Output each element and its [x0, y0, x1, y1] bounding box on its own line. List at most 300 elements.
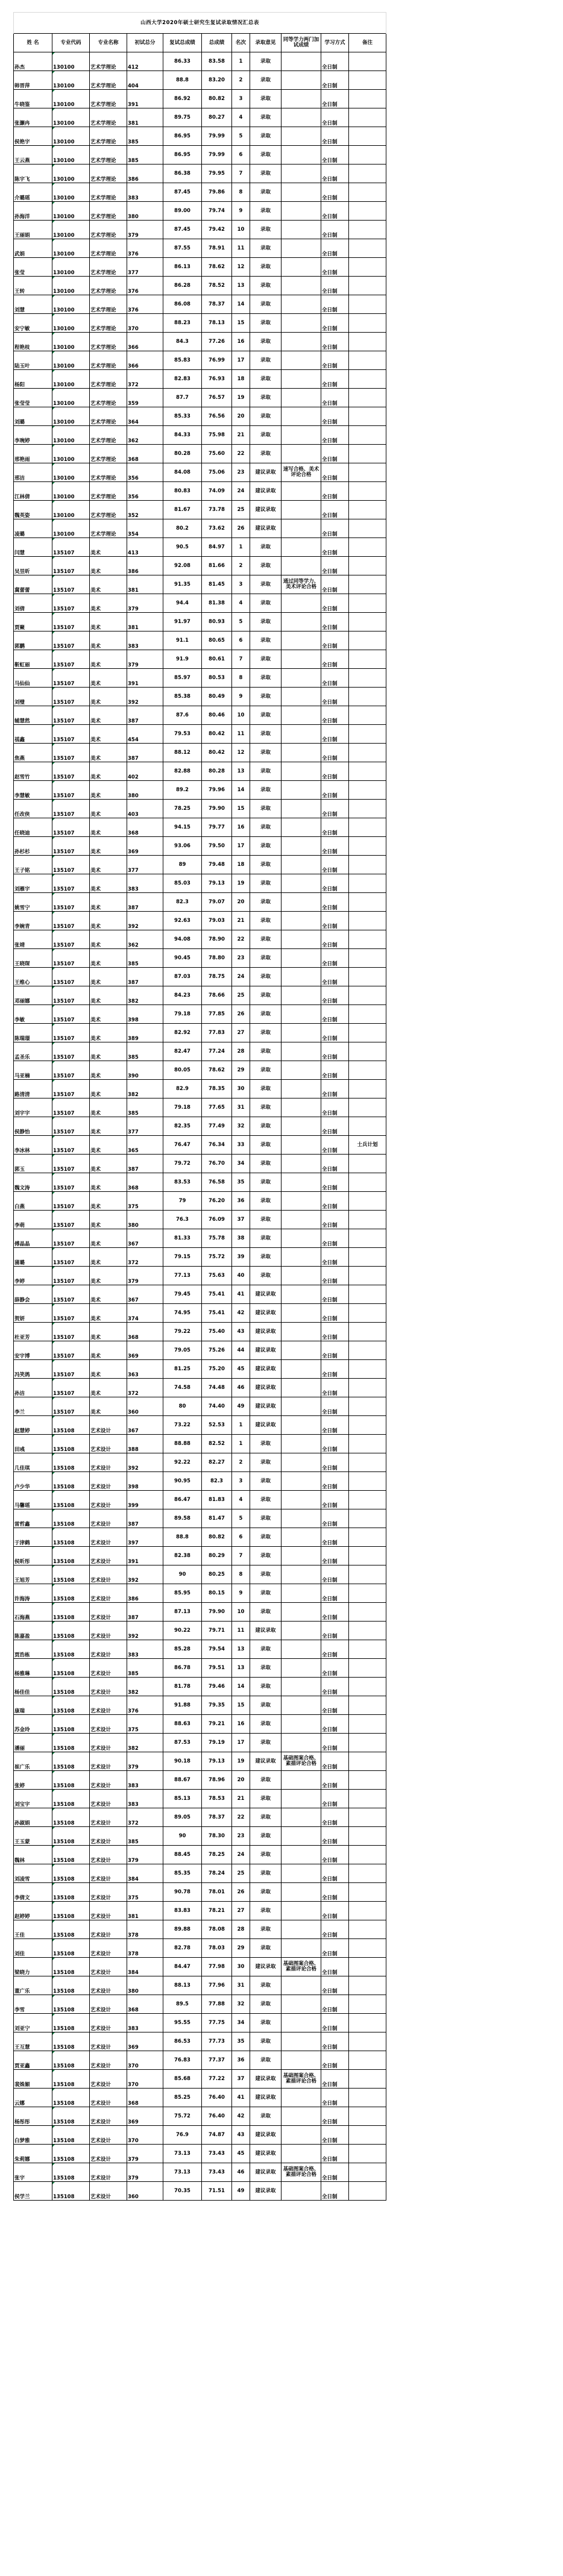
- cell-total-score[interactable]: 77.49: [202, 1117, 232, 1136]
- cell-major-name[interactable]: 艺术设计: [90, 2089, 127, 2107]
- cell-rank[interactable]: 9: [232, 202, 250, 221]
- cell-name[interactable]: 孙杰: [14, 52, 52, 71]
- cell-major-code[interactable]: 135107: [52, 1117, 90, 1136]
- cell-rank[interactable]: 25: [232, 986, 250, 1005]
- cell-major-name[interactable]: 美术: [90, 688, 127, 706]
- cell-rank[interactable]: 20: [232, 893, 250, 912]
- cell-total-score[interactable]: 82.3: [202, 1472, 232, 1491]
- cell-remark[interactable]: [349, 258, 386, 277]
- cell-retest-total[interactable]: 89.75: [163, 108, 202, 127]
- cell-major-code[interactable]: 135108: [52, 1864, 90, 1883]
- cell-major-code[interactable]: 135107: [52, 986, 90, 1005]
- cell-remark[interactable]: [349, 874, 386, 893]
- cell-rank[interactable]: 1: [232, 1416, 250, 1435]
- cell-rank[interactable]: 24: [232, 1846, 250, 1864]
- cell-study-mode[interactable]: 全日制: [321, 1042, 349, 1061]
- cell-total-score[interactable]: 78.96: [202, 1771, 232, 1790]
- column-header-remark[interactable]: 备注: [349, 34, 386, 52]
- cell-retest-total[interactable]: 92.08: [163, 557, 202, 575]
- cell-major-name[interactable]: 艺术学理论: [90, 426, 127, 445]
- cell-rank[interactable]: 5: [232, 127, 250, 146]
- cell-major-code[interactable]: 130100: [52, 202, 90, 221]
- cell-study-mode[interactable]: 全日制: [321, 1136, 349, 1155]
- cell-major-code[interactable]: 135108: [52, 1565, 90, 1584]
- cell-remark[interactable]: [349, 127, 386, 146]
- cell-pretest-total[interactable]: 379: [127, 1752, 163, 1771]
- cell-pretest-total[interactable]: 392: [127, 912, 163, 930]
- cell-study-mode[interactable]: 全日制: [321, 688, 349, 706]
- cell-total-score[interactable]: 79.95: [202, 165, 232, 183]
- cell-remark[interactable]: [349, 1211, 386, 1229]
- cell-total-score[interactable]: 73.43: [202, 2145, 232, 2163]
- cell-total-score[interactable]: 79.03: [202, 912, 232, 930]
- table-row[interactable]: [14, 1379, 386, 1397]
- cell-retest-total[interactable]: 76.83: [163, 2051, 202, 2070]
- table-row[interactable]: [14, 277, 386, 295]
- cell-remark[interactable]: [349, 1920, 386, 1939]
- table-row[interactable]: [14, 1061, 386, 1080]
- cell-decision[interactable]: 录取: [250, 165, 282, 183]
- cell-pretest-total[interactable]: 383: [127, 1771, 163, 1790]
- cell-pretest-total[interactable]: 392: [127, 1453, 163, 1472]
- cell-major-code[interactable]: 135107: [52, 1155, 90, 1173]
- cell-remark[interactable]: [349, 744, 386, 762]
- cell-rank[interactable]: 32: [232, 1995, 250, 2014]
- cell-pretest-total[interactable]: 366: [127, 333, 163, 351]
- cell-extra-exam[interactable]: [282, 1285, 321, 1304]
- cell-decision[interactable]: 录取: [250, 426, 282, 445]
- cell-major-name[interactable]: 美术: [90, 557, 127, 575]
- cell-rank[interactable]: 15: [232, 1696, 250, 1715]
- cell-name[interactable]: 傅晶晶: [14, 1229, 52, 1248]
- cell-remark[interactable]: [349, 1902, 386, 1920]
- cell-major-name[interactable]: 美术: [90, 930, 127, 949]
- table-row[interactable]: [14, 1155, 386, 1173]
- column-header-total-score[interactable]: 总成绩: [202, 34, 232, 52]
- cell-name[interactable]: 刘璐: [14, 407, 52, 426]
- cell-major-code[interactable]: 130100: [52, 445, 90, 463]
- cell-decision[interactable]: 录取: [250, 575, 282, 594]
- cell-rank[interactable]: 18: [232, 370, 250, 389]
- table-row[interactable]: [14, 688, 386, 706]
- cell-retest-total[interactable]: 89.5: [163, 1995, 202, 2014]
- table-row[interactable]: [14, 2051, 386, 2070]
- cell-name[interactable]: 李婷: [14, 1267, 52, 1285]
- cell-remark[interactable]: [349, 445, 386, 463]
- cell-extra-exam[interactable]: [282, 1155, 321, 1173]
- cell-remark[interactable]: [349, 837, 386, 856]
- cell-remark[interactable]: [349, 1229, 386, 1248]
- cell-study-mode[interactable]: 全日制: [321, 1528, 349, 1547]
- cell-major-name[interactable]: 艺术学理论: [90, 445, 127, 463]
- cell-total-score[interactable]: 77.24: [202, 1042, 232, 1061]
- cell-major-name[interactable]: 美术: [90, 1304, 127, 1323]
- cell-total-score[interactable]: 80.27: [202, 108, 232, 127]
- cell-total-score[interactable]: 75.06: [202, 463, 232, 482]
- cell-decision[interactable]: 录取: [250, 1509, 282, 1528]
- cell-total-score[interactable]: 76.58: [202, 1173, 232, 1192]
- cell-name[interactable]: 王维心: [14, 968, 52, 986]
- cell-remark[interactable]: [349, 594, 386, 613]
- cell-pretest-total[interactable]: 368: [127, 445, 163, 463]
- table-row[interactable]: [14, 52, 386, 71]
- cell-study-mode[interactable]: 全日制: [321, 183, 349, 202]
- cell-extra-exam[interactable]: [282, 1304, 321, 1323]
- table-row[interactable]: [14, 1080, 386, 1098]
- cell-decision[interactable]: 录取: [250, 52, 282, 71]
- cell-rank[interactable]: 24: [232, 968, 250, 986]
- cell-total-score[interactable]: 78.37: [202, 1808, 232, 1827]
- cell-remark[interactable]: [349, 1771, 386, 1790]
- cell-pretest-total[interactable]: 368: [127, 1995, 163, 2014]
- cell-extra-exam[interactable]: [282, 930, 321, 949]
- cell-remark[interactable]: [349, 1584, 386, 1603]
- cell-major-name[interactable]: 美术: [90, 613, 127, 631]
- cell-total-score[interactable]: 76.70: [202, 1155, 232, 1173]
- cell-study-mode[interactable]: 全日制: [321, 1061, 349, 1080]
- cell-retest-total[interactable]: 92.63: [163, 912, 202, 930]
- table-row[interactable]: [14, 1547, 386, 1565]
- cell-extra-exam[interactable]: [282, 725, 321, 744]
- cell-decision[interactable]: 录取: [250, 856, 282, 874]
- cell-total-score[interactable]: 76.09: [202, 1211, 232, 1229]
- cell-pretest-total[interactable]: 385: [127, 1659, 163, 1678]
- cell-remark[interactable]: [349, 1267, 386, 1285]
- cell-retest-total[interactable]: 79.15: [163, 1248, 202, 1267]
- cell-major-name[interactable]: 美术: [90, 781, 127, 800]
- cell-study-mode[interactable]: 全日制: [321, 1323, 349, 1341]
- cell-total-score[interactable]: 78.62: [202, 258, 232, 277]
- cell-name[interactable]: 侯静怡: [14, 1117, 52, 1136]
- cell-remark[interactable]: [349, 1603, 386, 1622]
- cell-decision[interactable]: 录取: [250, 818, 282, 837]
- cell-pretest-total[interactable]: 370: [127, 314, 163, 333]
- cell-major-name[interactable]: 艺术设计: [90, 2163, 127, 2182]
- cell-major-name[interactable]: 艺术设计: [90, 1528, 127, 1547]
- table-row[interactable]: [14, 165, 386, 183]
- table-row[interactable]: [14, 370, 386, 389]
- cell-total-score[interactable]: 75.41: [202, 1285, 232, 1304]
- cell-major-code[interactable]: 130100: [52, 389, 90, 407]
- cell-total-score[interactable]: 77.65: [202, 1098, 232, 1117]
- cell-extra-exam[interactable]: [282, 1435, 321, 1453]
- table-row[interactable]: [14, 594, 386, 613]
- cell-major-code[interactable]: 135108: [52, 2089, 90, 2107]
- cell-name[interactable]: 杨雅琳: [14, 1659, 52, 1678]
- cell-major-name[interactable]: 艺术设计: [90, 1976, 127, 1995]
- cell-study-mode[interactable]: 全日制: [321, 2126, 349, 2145]
- cell-remark[interactable]: [349, 2032, 386, 2051]
- cell-decision[interactable]: 建议录取: [250, 2070, 282, 2089]
- cell-extra-exam[interactable]: [282, 1771, 321, 1790]
- cell-pretest-total[interactable]: 385: [127, 1042, 163, 1061]
- cell-remark[interactable]: [349, 52, 386, 71]
- cell-major-name[interactable]: 艺术学理论: [90, 295, 127, 314]
- cell-remark[interactable]: [349, 1752, 386, 1771]
- cell-name[interactable]: 邓丽娜: [14, 986, 52, 1005]
- cell-rank[interactable]: 28: [232, 1920, 250, 1939]
- cell-name[interactable]: 石海燕: [14, 1603, 52, 1622]
- cell-pretest-total[interactable]: 387: [127, 706, 163, 725]
- cell-total-score[interactable]: 78.52: [202, 277, 232, 295]
- cell-major-name[interactable]: 美术: [90, 1117, 127, 1136]
- cell-retest-total[interactable]: 87.7: [163, 389, 202, 407]
- cell-major-name[interactable]: 美术: [90, 1248, 127, 1267]
- cell-major-code[interactable]: 130100: [52, 71, 90, 90]
- cell-extra-exam[interactable]: [282, 108, 321, 127]
- table-row[interactable]: [14, 2126, 386, 2145]
- column-header-extra-exam[interactable]: 同等学力两门加试成绩: [282, 34, 321, 52]
- cell-name[interactable]: 刘亚宁: [14, 2014, 52, 2032]
- cell-pretest-total[interactable]: 379: [127, 2145, 163, 2163]
- cell-retest-total[interactable]: 79.53: [163, 725, 202, 744]
- cell-major-code[interactable]: 135108: [52, 2070, 90, 2089]
- cell-extra-exam[interactable]: 通过同等学力、美术评论合格: [282, 575, 321, 594]
- cell-total-score[interactable]: 80.49: [202, 688, 232, 706]
- cell-major-code[interactable]: 135108: [52, 1976, 90, 1995]
- cell-remark[interactable]: [349, 669, 386, 688]
- cell-retest-total[interactable]: 90.22: [163, 1622, 202, 1640]
- cell-remark[interactable]: 士兵计划: [349, 1136, 386, 1155]
- cell-remark[interactable]: [349, 71, 386, 90]
- cell-pretest-total[interactable]: 386: [127, 1584, 163, 1603]
- cell-name[interactable]: 潘丽: [14, 1734, 52, 1752]
- table-row[interactable]: [14, 874, 386, 893]
- cell-extra-exam[interactable]: [282, 1603, 321, 1622]
- cell-rank[interactable]: 27: [232, 1902, 250, 1920]
- cell-decision[interactable]: 录取: [250, 1211, 282, 1229]
- cell-major-code[interactable]: 130100: [52, 370, 90, 389]
- cell-pretest-total[interactable]: 377: [127, 1117, 163, 1136]
- cell-name[interactable]: 赵慧婷: [14, 1416, 52, 1435]
- cell-decision[interactable]: 录取: [250, 1883, 282, 1902]
- cell-rank[interactable]: 46: [232, 1379, 250, 1397]
- cell-retest-total[interactable]: 82.38: [163, 1547, 202, 1565]
- cell-extra-exam[interactable]: [282, 1939, 321, 1958]
- cell-major-code[interactable]: 135108: [52, 1453, 90, 1472]
- table-row[interactable]: [14, 1435, 386, 1453]
- cell-remark[interactable]: [349, 183, 386, 202]
- cell-study-mode[interactable]: 全日制: [321, 314, 349, 333]
- cell-name[interactable]: 王丽娟: [14, 221, 52, 239]
- cell-major-code[interactable]: 135108: [52, 1715, 90, 1734]
- cell-retest-total[interactable]: 76.47: [163, 1136, 202, 1155]
- cell-name[interactable]: 贾浩栋: [14, 1640, 52, 1659]
- cell-decision[interactable]: 录取: [250, 688, 282, 706]
- cell-retest-total[interactable]: 89: [163, 856, 202, 874]
- cell-major-name[interactable]: 美术: [90, 1136, 127, 1155]
- table-row[interactable]: [14, 2107, 386, 2126]
- table-row[interactable]: [14, 1995, 386, 2014]
- cell-remark[interactable]: [349, 501, 386, 519]
- cell-remark[interactable]: [349, 650, 386, 669]
- cell-name[interactable]: 贾聚: [14, 613, 52, 631]
- cell-major-code[interactable]: 135108: [52, 1547, 90, 1565]
- cell-name[interactable]: 贺妍: [14, 1304, 52, 1323]
- cell-pretest-total[interactable]: 392: [127, 688, 163, 706]
- cell-name[interactable]: 杨彤彤: [14, 2107, 52, 2126]
- cell-major-name[interactable]: 艺术设计: [90, 1715, 127, 1734]
- cell-major-code[interactable]: 130100: [52, 482, 90, 501]
- cell-major-code[interactable]: 130100: [52, 165, 90, 183]
- cell-decision[interactable]: 建议录取: [250, 2182, 282, 2201]
- cell-study-mode[interactable]: 全日制: [321, 874, 349, 893]
- cell-pretest-total[interactable]: 383: [127, 631, 163, 650]
- cell-total-score[interactable]: 77.85: [202, 1005, 232, 1024]
- cell-major-code[interactable]: 135107: [52, 650, 90, 669]
- cell-major-name[interactable]: 艺术设计: [90, 2126, 127, 2145]
- cell-study-mode[interactable]: 全日制: [321, 501, 349, 519]
- cell-retest-total[interactable]: 88.8: [163, 71, 202, 90]
- table-row[interactable]: [14, 1902, 386, 1920]
- cell-remark[interactable]: [349, 1098, 386, 1117]
- cell-rank[interactable]: 5: [232, 613, 250, 631]
- table-row[interactable]: [14, 837, 386, 856]
- cell-retest-total[interactable]: 82.92: [163, 1024, 202, 1042]
- table-row[interactable]: [14, 968, 386, 986]
- cell-name[interactable]: 路清清: [14, 1080, 52, 1098]
- cell-extra-exam[interactable]: [282, 2032, 321, 2051]
- cell-major-name[interactable]: 艺术学理论: [90, 239, 127, 258]
- cell-name[interactable]: 刘倩: [14, 594, 52, 613]
- cell-retest-total[interactable]: 86.92: [163, 90, 202, 108]
- cell-decision[interactable]: 录取: [250, 2051, 282, 2070]
- cell-remark[interactable]: [349, 1061, 386, 1080]
- cell-remark[interactable]: [349, 295, 386, 314]
- cell-decision[interactable]: 录取: [250, 71, 282, 90]
- cell-extra-exam[interactable]: [282, 688, 321, 706]
- cell-rank[interactable]: 22: [232, 445, 250, 463]
- cell-rank[interactable]: 18: [232, 856, 250, 874]
- table-row[interactable]: [14, 1565, 386, 1584]
- cell-rank[interactable]: 14: [232, 295, 250, 314]
- cell-total-score[interactable]: 78.37: [202, 295, 232, 314]
- cell-study-mode[interactable]: 全日制: [321, 445, 349, 463]
- cell-remark[interactable]: [349, 370, 386, 389]
- cell-retest-total[interactable]: 73.13: [163, 2145, 202, 2163]
- cell-pretest-total[interactable]: 367: [127, 1285, 163, 1304]
- cell-decision[interactable]: 录取: [250, 1846, 282, 1864]
- cell-major-code[interactable]: 135107: [52, 1360, 90, 1379]
- cell-name[interactable]: 侯艳宇: [14, 127, 52, 146]
- cell-pretest-total[interactable]: 381: [127, 1902, 163, 1920]
- cell-rank[interactable]: 42: [232, 1304, 250, 1323]
- cell-rank[interactable]: 6: [232, 146, 250, 165]
- cell-rank[interactable]: 16: [232, 1715, 250, 1734]
- table-row[interactable]: [14, 762, 386, 781]
- cell-major-name[interactable]: 艺术设计: [90, 2032, 127, 2051]
- cell-total-score[interactable]: 79.96: [202, 781, 232, 800]
- cell-retest-total[interactable]: 85.28: [163, 1640, 202, 1659]
- cell-remark[interactable]: [349, 146, 386, 165]
- cell-rank[interactable]: 46: [232, 2163, 250, 2182]
- cell-total-score[interactable]: 79.90: [202, 800, 232, 818]
- cell-pretest-total[interactable]: 376: [127, 1696, 163, 1715]
- cell-retest-total[interactable]: 91.88: [163, 1696, 202, 1715]
- cell-rank[interactable]: 40: [232, 1267, 250, 1285]
- cell-retest-total[interactable]: 88.12: [163, 744, 202, 762]
- cell-pretest-total[interactable]: 375: [127, 1715, 163, 1734]
- cell-major-name[interactable]: 艺术学理论: [90, 482, 127, 501]
- cell-retest-total[interactable]: 90.45: [163, 949, 202, 968]
- cell-rank[interactable]: 41: [232, 1285, 250, 1304]
- cell-major-code[interactable]: 135108: [52, 1902, 90, 1920]
- table-row[interactable]: [14, 1883, 386, 1902]
- cell-rank[interactable]: 22: [232, 1808, 250, 1827]
- cell-total-score[interactable]: 78.90: [202, 930, 232, 949]
- cell-remark[interactable]: [349, 2145, 386, 2163]
- cell-major-code[interactable]: 135108: [52, 1883, 90, 1902]
- cell-extra-exam[interactable]: [282, 968, 321, 986]
- table-row[interactable]: [14, 1248, 386, 1267]
- cell-extra-exam[interactable]: [282, 1491, 321, 1509]
- cell-extra-exam[interactable]: [282, 949, 321, 968]
- cell-pretest-total[interactable]: 392: [127, 1565, 163, 1584]
- cell-decision[interactable]: 录取: [250, 258, 282, 277]
- cell-major-code[interactable]: 135107: [52, 1323, 90, 1341]
- cell-extra-exam[interactable]: [282, 874, 321, 893]
- cell-total-score[interactable]: 79.74: [202, 202, 232, 221]
- cell-name[interactable]: 张莹莹: [14, 389, 52, 407]
- cell-rank[interactable]: 7: [232, 165, 250, 183]
- cell-major-name[interactable]: 美术: [90, 949, 127, 968]
- cell-pretest-total[interactable]: 369: [127, 1341, 163, 1360]
- cell-remark[interactable]: [349, 1864, 386, 1883]
- cell-extra-exam[interactable]: [282, 1005, 321, 1024]
- cell-study-mode[interactable]: 全日制: [321, 575, 349, 594]
- cell-study-mode[interactable]: 全日制: [321, 1734, 349, 1752]
- cell-pretest-total[interactable]: 380: [127, 781, 163, 800]
- cell-major-name[interactable]: 艺术设计: [90, 1883, 127, 1902]
- table-row[interactable]: [14, 1323, 386, 1341]
- cell-major-name[interactable]: 艺术学理论: [90, 221, 127, 239]
- cell-pretest-total[interactable]: 375: [127, 1883, 163, 1902]
- cell-name[interactable]: 冯笑鸽: [14, 1360, 52, 1379]
- cell-decision[interactable]: 录取: [250, 277, 282, 295]
- cell-total-score[interactable]: 78.24: [202, 1864, 232, 1883]
- cell-remark[interactable]: [349, 538, 386, 557]
- cell-retest-total[interactable]: 91.1: [163, 631, 202, 650]
- cell-remark[interactable]: [349, 519, 386, 538]
- cell-rank[interactable]: 2: [232, 557, 250, 575]
- cell-pretest-total[interactable]: 387: [127, 968, 163, 986]
- cell-name[interactable]: 李雪: [14, 1995, 52, 2014]
- cell-name[interactable]: 程艳枝: [14, 333, 52, 351]
- cell-total-score[interactable]: 80.82: [202, 90, 232, 108]
- table-row[interactable]: [14, 725, 386, 744]
- cell-remark[interactable]: [349, 1734, 386, 1752]
- cell-rank[interactable]: 49: [232, 2182, 250, 2201]
- cell-major-code[interactable]: 130100: [52, 333, 90, 351]
- cell-extra-exam[interactable]: [282, 1136, 321, 1155]
- cell-major-code[interactable]: 135108: [52, 1752, 90, 1771]
- cell-remark[interactable]: [349, 1622, 386, 1640]
- cell-major-code[interactable]: 135107: [52, 818, 90, 837]
- cell-study-mode[interactable]: 全日制: [321, 949, 349, 968]
- cell-rank[interactable]: 8: [232, 183, 250, 202]
- cell-rank[interactable]: 10: [232, 706, 250, 725]
- table-row[interactable]: [14, 221, 386, 239]
- cell-decision[interactable]: 录取: [250, 557, 282, 575]
- cell-study-mode[interactable]: 全日制: [321, 463, 349, 482]
- cell-study-mode[interactable]: 全日制: [321, 650, 349, 669]
- cell-extra-exam[interactable]: [282, 1920, 321, 1939]
- table-row[interactable]: [14, 1584, 386, 1603]
- cell-study-mode[interactable]: 全日制: [321, 912, 349, 930]
- cell-major-name[interactable]: 艺术设计: [90, 1902, 127, 1920]
- cell-major-code[interactable]: 135107: [52, 1080, 90, 1098]
- table-row[interactable]: [14, 127, 386, 146]
